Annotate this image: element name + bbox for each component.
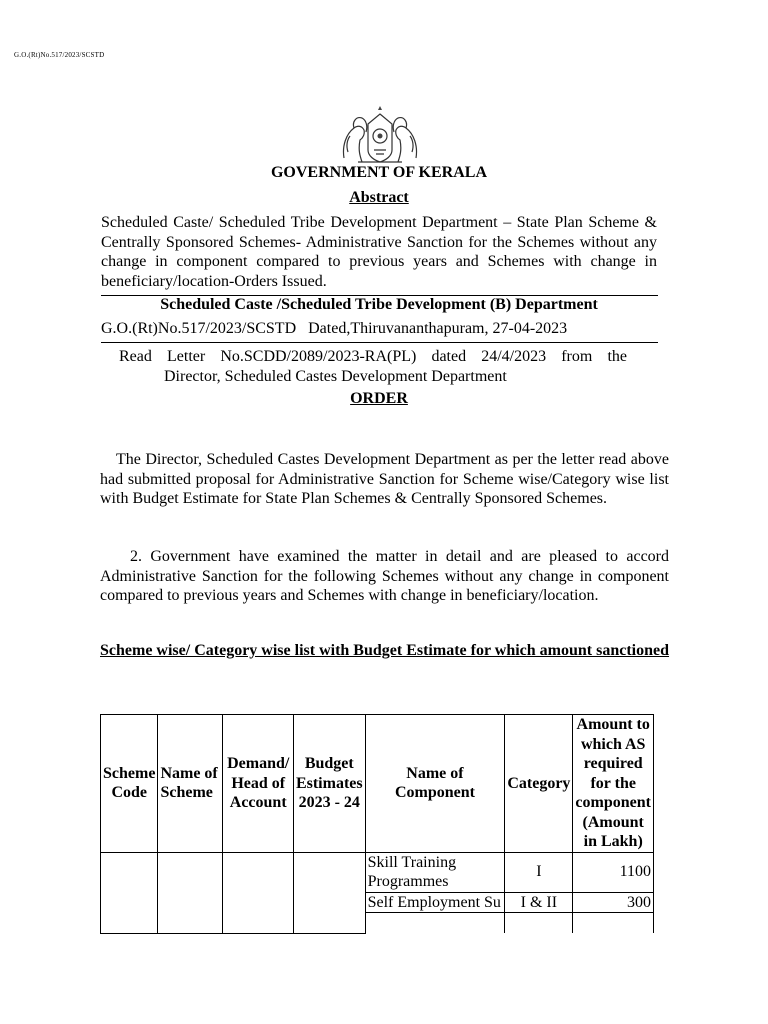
abstract-text: Scheduled Caste/ Scheduled Tribe Development Department – State Plan Scheme & Centrally Sponsored Schemes- Administrative Sanction for the Schemes without any change in component compared to previous years and Schemes with change in beneficiary/location-Orders Issued. — [101, 214, 657, 290]
cell-demand — [223, 852, 293, 933]
abstract-heading: Abstract — [349, 189, 409, 206]
cell-scheme-code — [101, 852, 158, 933]
header-reference: G.O.(Rt)No.517/2023/SCSTD — [14, 51, 105, 59]
read-line-2: Director, Scheduled Castes Development Department — [164, 367, 507, 385]
header-component: Name of Component — [365, 715, 505, 853]
cell-component: Self Employment Su — [365, 892, 505, 913]
header-amount: Amount to which AS required for the component (Amount in Lakh) — [573, 715, 654, 853]
cell-amount: 300 — [573, 892, 654, 913]
cell-budget — [293, 852, 365, 933]
table-header-row — [101, 715, 654, 853]
table-row — [101, 852, 654, 892]
government-title: GOVERNMENT OF KERALA — [270, 164, 487, 181]
cell-amount: 1100 — [573, 852, 654, 892]
table-heading: Scheme wise/ Category wise list with Budget Estimate for which amount sanctioned — [100, 642, 670, 659]
cell-component — [365, 913, 505, 934]
cell-amount — [573, 913, 654, 934]
header-scheme-name: Name of Scheme — [158, 715, 223, 853]
header-budget: Budget Estimates 2023 - 24 — [293, 715, 365, 853]
department-name: Scheduled Caste /Scheduled Tribe Development (B) Department — [160, 296, 598, 313]
order-heading: ORDER — [350, 390, 408, 407]
paragraph-1: The Director, Scheduled Castes Development Department as per the letter read above had submitted proposal for Administrative Sanction for Scheme wise/Category wise list with Budget Estimate for State Plan Schemes & Centrally Sponsored Schemes. — [100, 451, 669, 507]
read-line-1: Read Letter No.SCDD/2089/2023-RA(PL) dated 24/4/2023 from the — [119, 348, 627, 365]
go-dated: Dated,Thiruvananthapuram, 27-04-2023 — [308, 320, 568, 337]
cell-category: I — [505, 852, 573, 892]
header-demand: Demand/ Head of Account — [223, 715, 293, 853]
divider-bottom — [101, 342, 658, 343]
cell-category — [505, 913, 573, 934]
go-line — [101, 320, 657, 338]
paragraph-2: 2. Government have examined the matter in detail and are pleased to accord Administrative Sanction for the following Schemes without any change in component compared to previous years and Schemes with change in beneficiary/location. — [100, 548, 669, 604]
cell-component: Skill Training Programmes — [365, 852, 505, 892]
kerala-emblem — [338, 106, 422, 166]
header-category: Category — [505, 715, 573, 853]
go-number: G.O.(Rt)No.517/2023/SCSTD — [101, 320, 297, 337]
read-reference — [119, 347, 627, 386]
scheme-table — [100, 714, 654, 934]
cell-scheme-name — [158, 852, 223, 933]
header-scheme-code: Scheme Code — [101, 715, 158, 853]
cell-category: I & II — [505, 892, 573, 913]
